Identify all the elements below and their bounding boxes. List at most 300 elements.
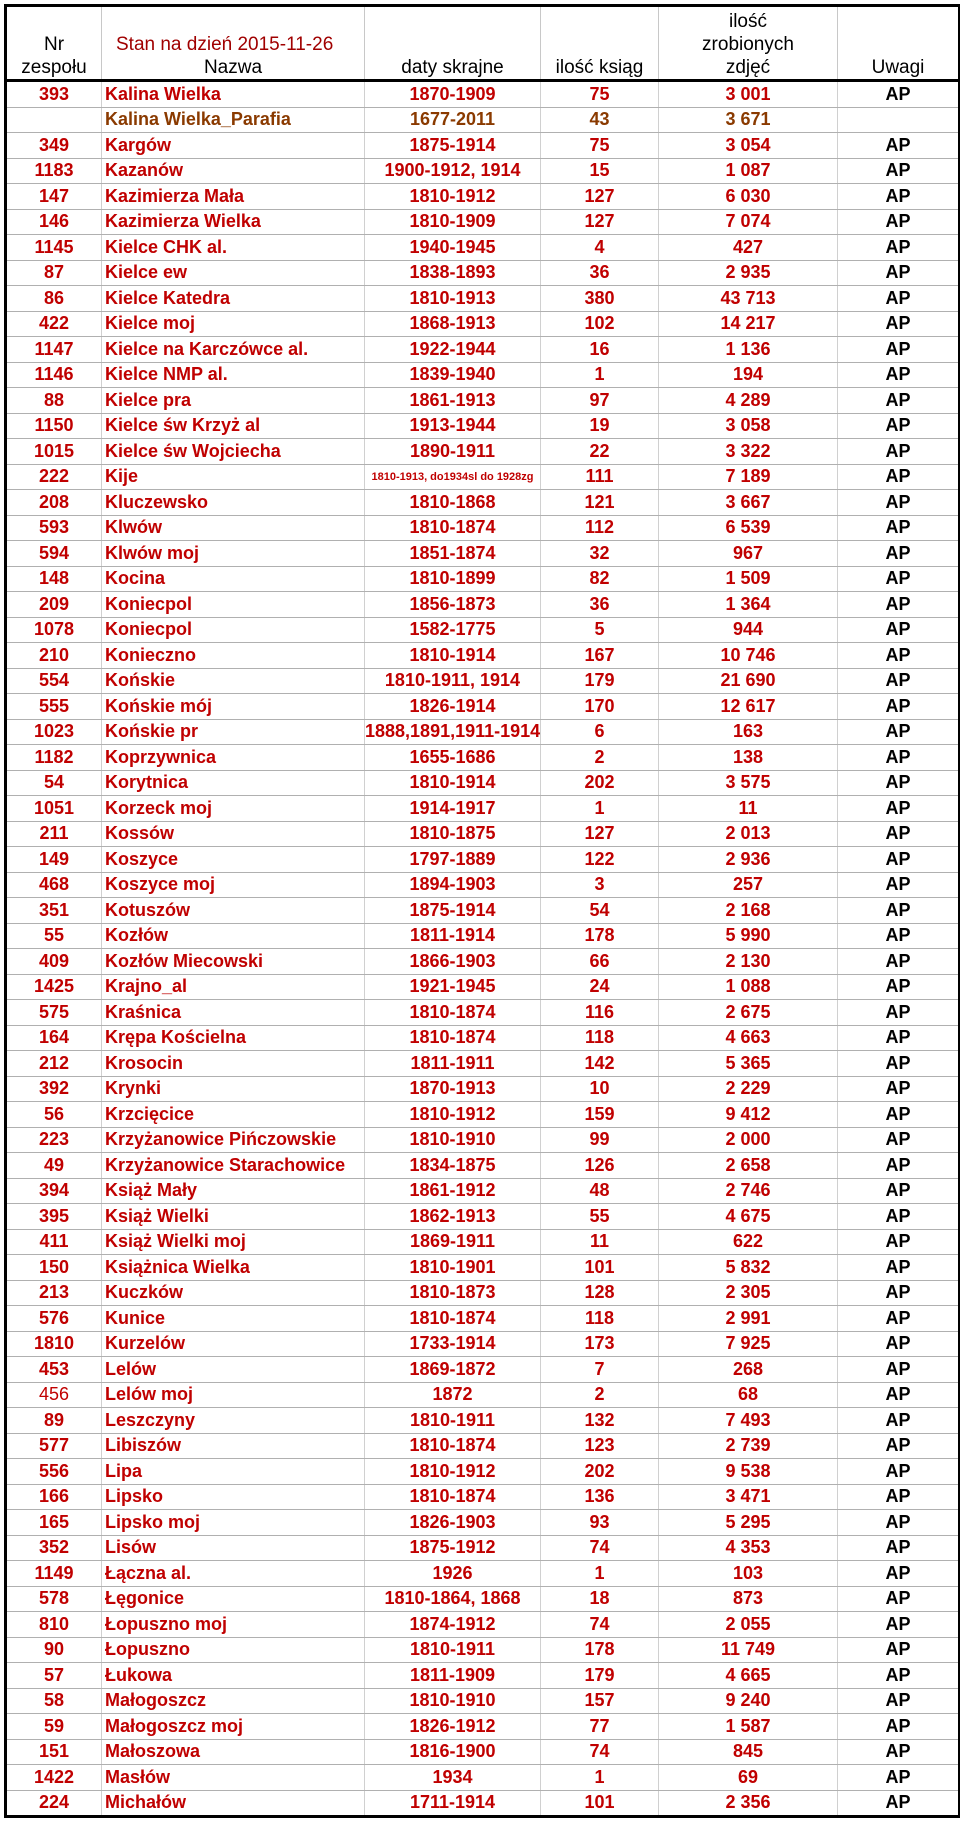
table-row	[6, 617, 960, 643]
cell-photos: 12 617	[659, 694, 838, 720]
cell-books: 179	[541, 1663, 659, 1689]
table-row	[6, 1586, 960, 1612]
cell-notes: AP	[838, 133, 960, 159]
cell-notes: AP	[838, 1051, 960, 1077]
cell-nr: 1425	[6, 974, 102, 1000]
cell-books: 48	[541, 1178, 659, 1204]
cell-books: 118	[541, 1025, 659, 1051]
table-row	[6, 1433, 960, 1459]
cell-nr: 1051	[6, 796, 102, 822]
cell-notes: AP	[838, 311, 960, 337]
cell-nr: 89	[6, 1408, 102, 1434]
cell-books: 127	[541, 184, 659, 210]
cell-dates: 1810-1874	[365, 1306, 541, 1332]
cell-dates: 1826-1914	[365, 694, 541, 720]
cell-name: Kotuszów	[102, 898, 365, 924]
cell-name: Małogoszcz moj	[102, 1714, 365, 1740]
table-row	[6, 1561, 960, 1587]
cell-name: Lisów	[102, 1535, 365, 1561]
table-row	[6, 1076, 960, 1102]
table-row	[6, 1153, 960, 1179]
cell-dates: 1810-1912	[365, 1102, 541, 1128]
cell-notes: AP	[838, 617, 960, 643]
cell-photos: 873	[659, 1586, 838, 1612]
cell-books: 121	[541, 490, 659, 516]
cell-notes: AP	[838, 1127, 960, 1153]
cell-nr: 149	[6, 847, 102, 873]
cell-nr: 593	[6, 515, 102, 541]
cell-notes: AP	[838, 464, 960, 490]
cell-nr: 56	[6, 1102, 102, 1128]
table-row	[6, 81, 960, 108]
cell-name: Małogoszcz	[102, 1688, 365, 1714]
cell-name: Masłów	[102, 1765, 365, 1791]
table-row	[6, 1765, 960, 1791]
cell-name: Krępa Kościelna	[102, 1025, 365, 1051]
cell-nr: 1422	[6, 1765, 102, 1791]
cell-notes: AP	[838, 1357, 960, 1383]
cell-notes: AP	[838, 566, 960, 592]
table-row	[6, 1382, 960, 1408]
cell-dates: 1926	[365, 1561, 541, 1587]
cell-photos: 7 925	[659, 1331, 838, 1357]
cell-photos: 2 229	[659, 1076, 838, 1102]
cell-dates: 1810-1909	[365, 209, 541, 235]
table-row	[6, 1688, 960, 1714]
table-row	[6, 490, 960, 516]
cell-notes: AP	[838, 1102, 960, 1128]
cell-books: 202	[541, 1459, 659, 1485]
cell-name: Kielce na Karczówce al.	[102, 337, 365, 363]
cell-notes: AP	[838, 872, 960, 898]
cell-notes: AP	[838, 209, 960, 235]
cell-nr: 146	[6, 209, 102, 235]
cell-books: 99	[541, 1127, 659, 1153]
cell-photos: 1 088	[659, 974, 838, 1000]
cell-notes: AP	[838, 1000, 960, 1026]
col-header-notes: Uwagi	[838, 6, 960, 81]
cell-notes: AP	[838, 1153, 960, 1179]
cell-photos: 3 671	[659, 107, 838, 133]
cell-name: Leszczyny	[102, 1408, 365, 1434]
cell-books: 75	[541, 133, 659, 159]
cell-name: Kluczewsko	[102, 490, 365, 516]
cell-photos: 3 054	[659, 133, 838, 159]
cell-nr: 213	[6, 1280, 102, 1306]
cell-photos: 7 189	[659, 464, 838, 490]
cell-photos: 6 030	[659, 184, 838, 210]
cell-books: 178	[541, 1637, 659, 1663]
cell-name: Krzyżanowice Starachowice	[102, 1153, 365, 1179]
cell-photos: 3 058	[659, 413, 838, 439]
table-row	[6, 1535, 960, 1561]
cell-nr: 351	[6, 898, 102, 924]
cell-name: Końskie mój	[102, 694, 365, 720]
cell-dates: 1861-1913	[365, 388, 541, 414]
cell-notes: AP	[838, 1688, 960, 1714]
cell-nr: 1146	[6, 362, 102, 388]
cell-nr: 148	[6, 566, 102, 592]
cell-books: 75	[541, 81, 659, 108]
cell-dates: 1810-1910	[365, 1688, 541, 1714]
cell-dates: 1810-1899	[365, 566, 541, 592]
cell-nr: 1147	[6, 337, 102, 363]
cell-dates: 1811-1911	[365, 1051, 541, 1077]
cell-dates: 1816-1900	[365, 1739, 541, 1765]
cell-nr	[6, 107, 102, 133]
cell-photos: 5 365	[659, 1051, 838, 1077]
cell-dates: 1711-1914	[365, 1790, 541, 1817]
cell-photos: 9 240	[659, 1688, 838, 1714]
cell-nr: 58	[6, 1688, 102, 1714]
cell-photos: 2 746	[659, 1178, 838, 1204]
cell-dates: 1913-1944	[365, 413, 541, 439]
cell-dates: 1851-1874	[365, 541, 541, 567]
cell-notes: AP	[838, 1178, 960, 1204]
table-row	[6, 388, 960, 414]
table-row	[6, 209, 960, 235]
table-row	[6, 770, 960, 796]
cell-photos: 845	[659, 1739, 838, 1765]
cell-nr: 453	[6, 1357, 102, 1383]
cell-notes: AP	[838, 1306, 960, 1332]
cell-books: 19	[541, 413, 659, 439]
cell-nr: 411	[6, 1229, 102, 1255]
cell-dates: 1826-1912	[365, 1714, 541, 1740]
table-row	[6, 1051, 960, 1077]
cell-notes: AP	[838, 286, 960, 312]
cell-name: Krynki	[102, 1076, 365, 1102]
cell-photos: 2 936	[659, 847, 838, 873]
cell-notes: AP	[838, 1790, 960, 1817]
cell-dates: 1856-1873	[365, 592, 541, 618]
cell-books: 101	[541, 1790, 659, 1817]
table-row	[6, 923, 960, 949]
cell-photos: 5 295	[659, 1510, 838, 1536]
cell-nr: 57	[6, 1663, 102, 1689]
cell-photos: 11 749	[659, 1637, 838, 1663]
table-row	[6, 133, 960, 159]
table-row	[6, 184, 960, 210]
cell-photos: 4 289	[659, 388, 838, 414]
cell-notes: AP	[838, 1025, 960, 1051]
cell-books: 128	[541, 1280, 659, 1306]
cell-photos: 68	[659, 1382, 838, 1408]
cell-name: Koniecpol	[102, 617, 365, 643]
cell-photos: 6 539	[659, 515, 838, 541]
table-row	[6, 1178, 960, 1204]
cell-name: Kurzelów	[102, 1331, 365, 1357]
cell-books: 4	[541, 235, 659, 261]
table-row	[6, 1331, 960, 1357]
cell-books: 202	[541, 770, 659, 796]
table-row	[6, 1280, 960, 1306]
table-row	[6, 439, 960, 465]
cell-dates: 1870-1909	[365, 81, 541, 108]
cell-photos: 5 832	[659, 1255, 838, 1281]
cell-notes: AP	[838, 949, 960, 975]
cell-nr: 1150	[6, 413, 102, 439]
cell-books: 16	[541, 337, 659, 363]
cell-nr: 1145	[6, 235, 102, 261]
cell-books: 11	[541, 1229, 659, 1255]
cell-notes: AP	[838, 923, 960, 949]
cell-dates: 1677-2011	[365, 107, 541, 133]
cell-books: 36	[541, 260, 659, 286]
cell-name: Kielce NMP al.	[102, 362, 365, 388]
cell-photos: 1 509	[659, 566, 838, 592]
cell-notes: AP	[838, 974, 960, 1000]
table-row	[6, 1484, 960, 1510]
cell-nr: 422	[6, 311, 102, 337]
cell-photos: 14 217	[659, 311, 838, 337]
cell-photos: 257	[659, 872, 838, 898]
cell-nr: 55	[6, 923, 102, 949]
cell-dates: 1868-1913	[365, 311, 541, 337]
cell-books: 136	[541, 1484, 659, 1510]
cell-dates: 1810-1874	[365, 1433, 541, 1459]
cell-photos: 2 168	[659, 898, 838, 924]
cell-nr: 150	[6, 1255, 102, 1281]
cell-books: 167	[541, 643, 659, 669]
cell-photos: 944	[659, 617, 838, 643]
cell-notes: AP	[838, 81, 960, 108]
cell-photos: 5 990	[659, 923, 838, 949]
cell-photos: 2 000	[659, 1127, 838, 1153]
cell-name: Książnica Wielka	[102, 1255, 365, 1281]
cell-books: 116	[541, 1000, 659, 1026]
cell-name: Krajno_al	[102, 974, 365, 1000]
cell-books: 380	[541, 286, 659, 312]
cell-nr: 576	[6, 1306, 102, 1332]
table-row	[6, 107, 960, 133]
cell-books: 159	[541, 1102, 659, 1128]
cell-nr: 90	[6, 1637, 102, 1663]
table-row	[6, 1357, 960, 1383]
cell-notes: AP	[838, 1484, 960, 1510]
cell-name: Książ Mały	[102, 1178, 365, 1204]
cell-notes: AP	[838, 1765, 960, 1791]
cell-name: Kielce św Krzyż al	[102, 413, 365, 439]
cell-photos: 3 575	[659, 770, 838, 796]
cell-photos: 4 675	[659, 1204, 838, 1230]
cell-photos: 1 087	[659, 158, 838, 184]
cell-books: 15	[541, 158, 659, 184]
table-row	[6, 1739, 960, 1765]
cell-notes: AP	[838, 1076, 960, 1102]
cell-nr: 578	[6, 1586, 102, 1612]
cell-books: 43	[541, 107, 659, 133]
cell-books: 10	[541, 1076, 659, 1102]
cell-dates: 1810-1913, do1934sl do 1928zg	[365, 464, 541, 490]
cell-nr: 54	[6, 770, 102, 796]
cell-name: Lipa	[102, 1459, 365, 1485]
cell-name: Klwów moj	[102, 541, 365, 567]
cell-dates: 1797-1889	[365, 847, 541, 873]
table-row	[6, 1127, 960, 1153]
table-row	[6, 362, 960, 388]
cell-nr: 556	[6, 1459, 102, 1485]
cell-books: 74	[541, 1739, 659, 1765]
cell-name: Kazimierza Wielka	[102, 209, 365, 235]
table-row	[6, 643, 960, 669]
cell-books: 1	[541, 1561, 659, 1587]
cell-name: Lelów	[102, 1357, 365, 1383]
cell-photos: 194	[659, 362, 838, 388]
table-row	[6, 898, 960, 924]
cell-dates: 1834-1875	[365, 1153, 541, 1179]
cell-notes: AP	[838, 1586, 960, 1612]
cell-dates: 1914-1917	[365, 796, 541, 822]
cell-books: 132	[541, 1408, 659, 1434]
cell-photos: 43 713	[659, 286, 838, 312]
cell-photos: 2 055	[659, 1612, 838, 1638]
cell-dates: 1811-1909	[365, 1663, 541, 1689]
cell-books: 54	[541, 898, 659, 924]
cell-notes: AP	[838, 847, 960, 873]
cell-nr: 147	[6, 184, 102, 210]
cell-photos: 268	[659, 1357, 838, 1383]
cell-name: Kozłów	[102, 923, 365, 949]
cell-books: 74	[541, 1535, 659, 1561]
cell-dates: 1862-1913	[365, 1204, 541, 1230]
cell-name: Koszyce moj	[102, 872, 365, 898]
col-header-photos	[659, 6, 838, 81]
cell-nr: 1149	[6, 1561, 102, 1587]
cell-photos: 2 675	[659, 1000, 838, 1026]
cell-name: Krzyżanowice Pińczowskie	[102, 1127, 365, 1153]
cell-photos: 3 322	[659, 439, 838, 465]
cell-photos: 3 471	[659, 1484, 838, 1510]
cell-dates: 1870-1913	[365, 1076, 541, 1102]
cell-name: Krzcięcice	[102, 1102, 365, 1128]
cell-nr: 468	[6, 872, 102, 898]
cell-dates: 1934	[365, 1765, 541, 1791]
cell-photos: 2 935	[659, 260, 838, 286]
cell-dates: 1733-1914	[365, 1331, 541, 1357]
cell-name: Koprzywnica	[102, 745, 365, 771]
table-row	[6, 413, 960, 439]
cell-name: Kraśnica	[102, 1000, 365, 1026]
cell-nr: 349	[6, 133, 102, 159]
cell-name: Małoszowa	[102, 1739, 365, 1765]
cell-books: 24	[541, 974, 659, 1000]
cell-name: Kargów	[102, 133, 365, 159]
cell-notes: AP	[838, 668, 960, 694]
cell-books: 122	[541, 847, 659, 873]
cell-books: 127	[541, 821, 659, 847]
cell-notes: AP	[838, 439, 960, 465]
cell-photos: 103	[659, 1561, 838, 1587]
col-header-dates: daty skrajne	[365, 6, 541, 81]
cell-dates: 1861-1912	[365, 1178, 541, 1204]
cell-photos: 2 013	[659, 821, 838, 847]
cell-name: Kozłów Miecowski	[102, 949, 365, 975]
cell-notes: AP	[838, 1255, 960, 1281]
table-row	[6, 1000, 960, 1026]
cell-nr: 1015	[6, 439, 102, 465]
cell-notes: AP	[838, 1739, 960, 1765]
cell-notes: AP	[838, 592, 960, 618]
cell-notes: AP	[838, 1382, 960, 1408]
cell-photos: 2 130	[659, 949, 838, 975]
cell-nr: 1810	[6, 1331, 102, 1357]
cell-books: 178	[541, 923, 659, 949]
cell-nr: 394	[6, 1178, 102, 1204]
cell-notes: AP	[838, 515, 960, 541]
cell-photos: 7 493	[659, 1408, 838, 1434]
cell-photos: 4 663	[659, 1025, 838, 1051]
col-header-books: ilość ksiąg	[541, 6, 659, 81]
cell-notes: AP	[838, 1331, 960, 1357]
cell-books: 6	[541, 719, 659, 745]
cell-books: 74	[541, 1612, 659, 1638]
cell-name: Kielce ew	[102, 260, 365, 286]
cell-photos: 3 667	[659, 490, 838, 516]
cell-name: Łukowa	[102, 1663, 365, 1689]
cell-name: Koniecpol	[102, 592, 365, 618]
cell-photos: 967	[659, 541, 838, 567]
cell-books: 173	[541, 1331, 659, 1357]
cell-dates: 1810-1874	[365, 515, 541, 541]
cell-photos: 3 001	[659, 81, 838, 108]
cell-name: Kielce moj	[102, 311, 365, 337]
cell-photos: 2 739	[659, 1433, 838, 1459]
cell-dates: 1869-1872	[365, 1357, 541, 1383]
table-row	[6, 1790, 960, 1817]
cell-name: Kalina Wielka_Parafia	[102, 107, 365, 133]
cell-books: 36	[541, 592, 659, 618]
cell-nr: 151	[6, 1739, 102, 1765]
cell-photos: 163	[659, 719, 838, 745]
cell-notes: AP	[838, 1637, 960, 1663]
cell-name: Książ Wielki moj	[102, 1229, 365, 1255]
cell-nr: 1078	[6, 617, 102, 643]
cell-notes: AP	[838, 745, 960, 771]
cell-name: Kije	[102, 464, 365, 490]
cell-books: 66	[541, 949, 659, 975]
cell-notes: AP	[838, 1663, 960, 1689]
table-row	[6, 1102, 960, 1128]
cell-dates: 1810-1913	[365, 286, 541, 312]
table-row	[6, 337, 960, 363]
cell-name: Kazimierza Mała	[102, 184, 365, 210]
col-header-name	[102, 6, 365, 81]
table-row	[6, 1306, 960, 1332]
cell-name: Libiszów	[102, 1433, 365, 1459]
table-row	[6, 1204, 960, 1230]
cell-books: 126	[541, 1153, 659, 1179]
cell-notes: AP	[838, 1535, 960, 1561]
cell-name: Kielce CHK al.	[102, 235, 365, 261]
cell-notes: AP	[838, 1408, 960, 1434]
cell-photos: 427	[659, 235, 838, 261]
cell-photos: 69	[659, 1765, 838, 1791]
cell-books: 55	[541, 1204, 659, 1230]
cell-notes: AP	[838, 1612, 960, 1638]
table-row	[6, 694, 960, 720]
cell-nr: 810	[6, 1612, 102, 1638]
cell-books: 123	[541, 1433, 659, 1459]
cell-nr: 393	[6, 81, 102, 108]
table-row	[6, 847, 960, 873]
archive-inventory-sheet	[4, 4, 958, 1818]
cell-notes: AP	[838, 1229, 960, 1255]
cell-nr: 594	[6, 541, 102, 567]
cell-notes: AP	[838, 490, 960, 516]
table-row	[6, 464, 960, 490]
cell-dates: 1890-1911	[365, 439, 541, 465]
